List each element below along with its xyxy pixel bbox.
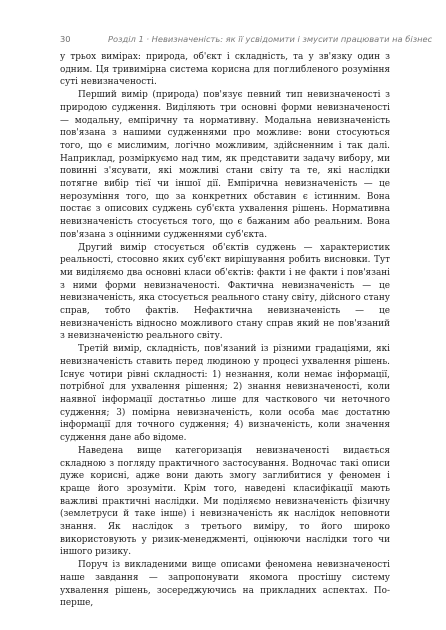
- running-header: [60, 33, 433, 45]
- paragraph: у трьох вимірах: природа, об'єкт і складність, та у зв'язку один з одним. Ця тривимірна система корисна для поглибленого розуміння суті невизначеності.: [60, 52, 390, 88]
- body-text: [60, 51, 390, 610]
- paragraph: Наведена вище категоризація невизначеності видається складною з погляду практичного застосування. Водночас такі описи дуже корисні, адже вони дають змогу заглибитися у феномен і краще його зрозуміти. Крім того, наведені класифікації мають важливі практичні наслідки. Ми поділяємо невизначеність фізичну (землетруси й таке інше) і невизначеність як наслідок неповноти знання. Як наслідок з третього виміру, то його широко використовують у ризик-менеджменті, оцінюючи наслідки того чи іншого ризику.: [60, 445, 390, 558]
- paragraph: Перший вимір (природа) пов'язує певний тип невизначеності з природою судження. Виділяють три основні форми невизначеності — модальну, емпіричну та нормативну. Модальна невизначеність пов'язана з нашими судженнями про можливе: вони стосуються того, що є мислимим, логічно можливим, здійсненним і так далі. Наприклад, розміркуємо над тим, як представити задачу вибору, ми повинні з'ясувати, які можливі стани світу та те, які наслідки потягне вибір тієї чи іншої дії. Емпірична невизначеність — це нерозуміння того, що за конкретних обставин є істинним. Вона постає з описових суджень суб'єкта ухвалення рішень. Нормативна невизначеність стосується того, що є бажаним або реальним. Вона пов'язана з оцінними судженнями суб'єкта.: [60, 90, 390, 240]
- paragraph: Другий вимір стосується об'єктів суджень — характеристик реальності, стосовно яких суб'єкт вирішування робить висновки. Тут ми виділяємо два основні класи об'єктів: факти і не факти і пов'язані з ними форми невизначеності. Фактична невизначеність — це невизначеність, яка стосується реального стану світу, дійсного стану справ, тобто фактів. Нефактична невизначеність — це невизначеність відносно можливого стану справ який не пов'язаний з невизначеністю реального світу.: [60, 242, 390, 342]
- page-number: 30: [60, 34, 71, 44]
- running-title: Розділ 1 · Невизначеність: як її усвідомити і змусити працювати на бізнес: [108, 34, 433, 44]
- paragraph: Третій вимір, складність, пов'язаний із різними градаціями, які невизначеність ставить перед людиною у процесі ухвалення рішень. Існує чотири рівні складності: 1) незнання, коли немає інформації, потрібної для ухвалення рішення; 2) знання невизначеності, коли наявної інформації достатньо лише для часткового чи неточного судження; 3) помірна невизначеність, коли особа має достатню інформації для точного судження; 4) визначеність, коли значення судження дане або відоме.: [60, 344, 390, 444]
- paragraph: Поруч із викладеними вище описами феномена невизначеності наше завдання — запропонувати якомога простішу систему ухвалення рішень, зосереджуючись на прикладних аспектах. По-перше,: [60, 560, 390, 609]
